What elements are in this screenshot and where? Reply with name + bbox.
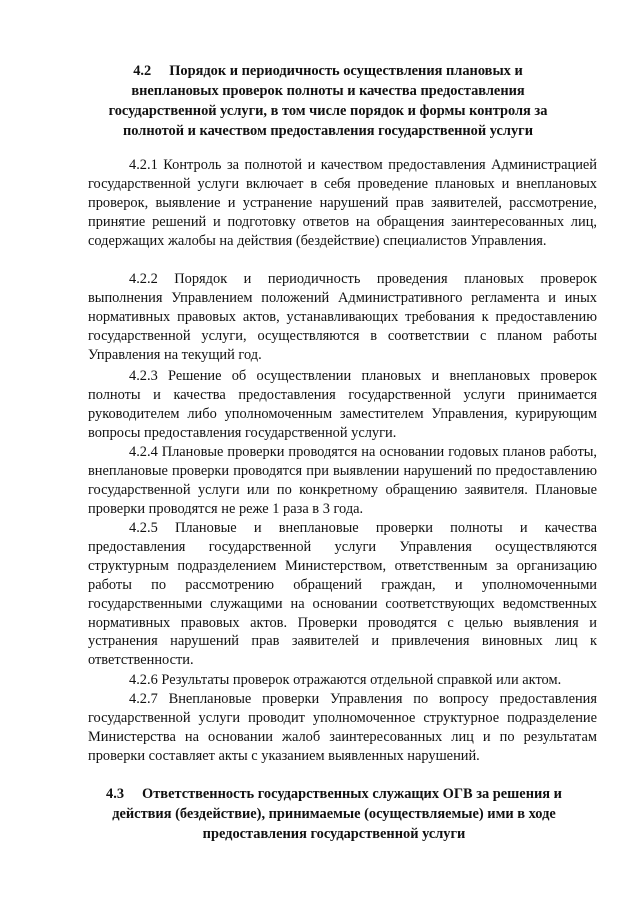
paragraph-4-2-3: 4.2.3 Решение об осуществлении плановых и внеплановых проверок полноты и качества предоставления государственной услуги принимается руководителем либо уполномоченным заместителем Управления, курирующим вопросы предоставления государственной услуги. [88,368,597,441]
heading-line: 4.2 Порядок и периодичность осуществления плановых и [133,63,523,79]
paragraph-4-2-6: 4.2.6 Результаты проверок отражаются отдельной справкой или актом. [129,672,562,688]
paragraph-4-2-4: 4.2.4 Плановые проверки проводятся на основании годовых планов работы, внеплановые проверки проводятся при выявлении нарушений по предоставлению государственной услуги или по конкретному обращению заявителя. Плановые проверки проводятся не реже 1 раза в 3 года. [88,444,597,517]
heading-line: предоставления государственной услуги [202,826,466,842]
heading-line: 4.3 Ответственность государственных служащих ОГВ за решения и [106,786,562,802]
paragraph-4-2-2: 4.2.2 Порядок и периодичность проведения плановых проверок выполнения Управлением положений Административного регламента и иных нормативных правовых актов, устанавливающих требования к предоставлению государственной услуги, осуществляются в соответствии с планом работы Управления на текущий год. [88,271,597,363]
heading-line: государственной услуги, в том числе порядок и формы контроля за [108,103,548,119]
section-number: 4.3 [106,786,125,802]
paragraph-4-2-5: 4.2.5 Плановые и внеплановые проверки полноты и качества предоставления государственной услуги Управления осуществляются структурным подразделением Министерством, ответственным за организацию работы по рассмотрению обращений граждан, и уполномоченными государственными служащими на основании соответствующих ведомственных нормативных правовых актов. Проверки проводятся с целью выявления и устранения нарушений прав заявителей и привлечения виновных лиц к ответственности. [88,520,597,669]
section-number: 4.2 [133,63,152,79]
heading-line: действия (бездействие), принимаемые (осуществляемые) ими в ходе [112,806,556,822]
section-heading-4-3 [88,784,580,844]
paragraph-4-2-1: 4.2.1 Контроль за полнотой и качеством предоставления Администрацией государственной услуги включает в себя проведение плановых и внеплановых проверок, выявление и устранение нарушений прав заявителей, рассмотрение, принятие решений и подготовку ответов на обращения заинтересованных лиц, содержащих жалобы на действия (бездействие) специалистов Управления. [88,157,597,249]
heading-line: полнотой и качеством предоставления государственной услуги [123,123,533,139]
heading-line: внеплановых проверок полноты и качества предоставления [131,83,525,99]
paragraph-4-2-7: 4.2.7 Внеплановые проверки Управления по вопросу предоставления государственной услуги проводит уполномоченное структурное подразделение Министерства на основании жалоб заинтересованных лиц и по результатам проверки составляет акты с указанием выявленных нарушений. [88,691,597,764]
section-heading-4-2 [88,61,568,141]
